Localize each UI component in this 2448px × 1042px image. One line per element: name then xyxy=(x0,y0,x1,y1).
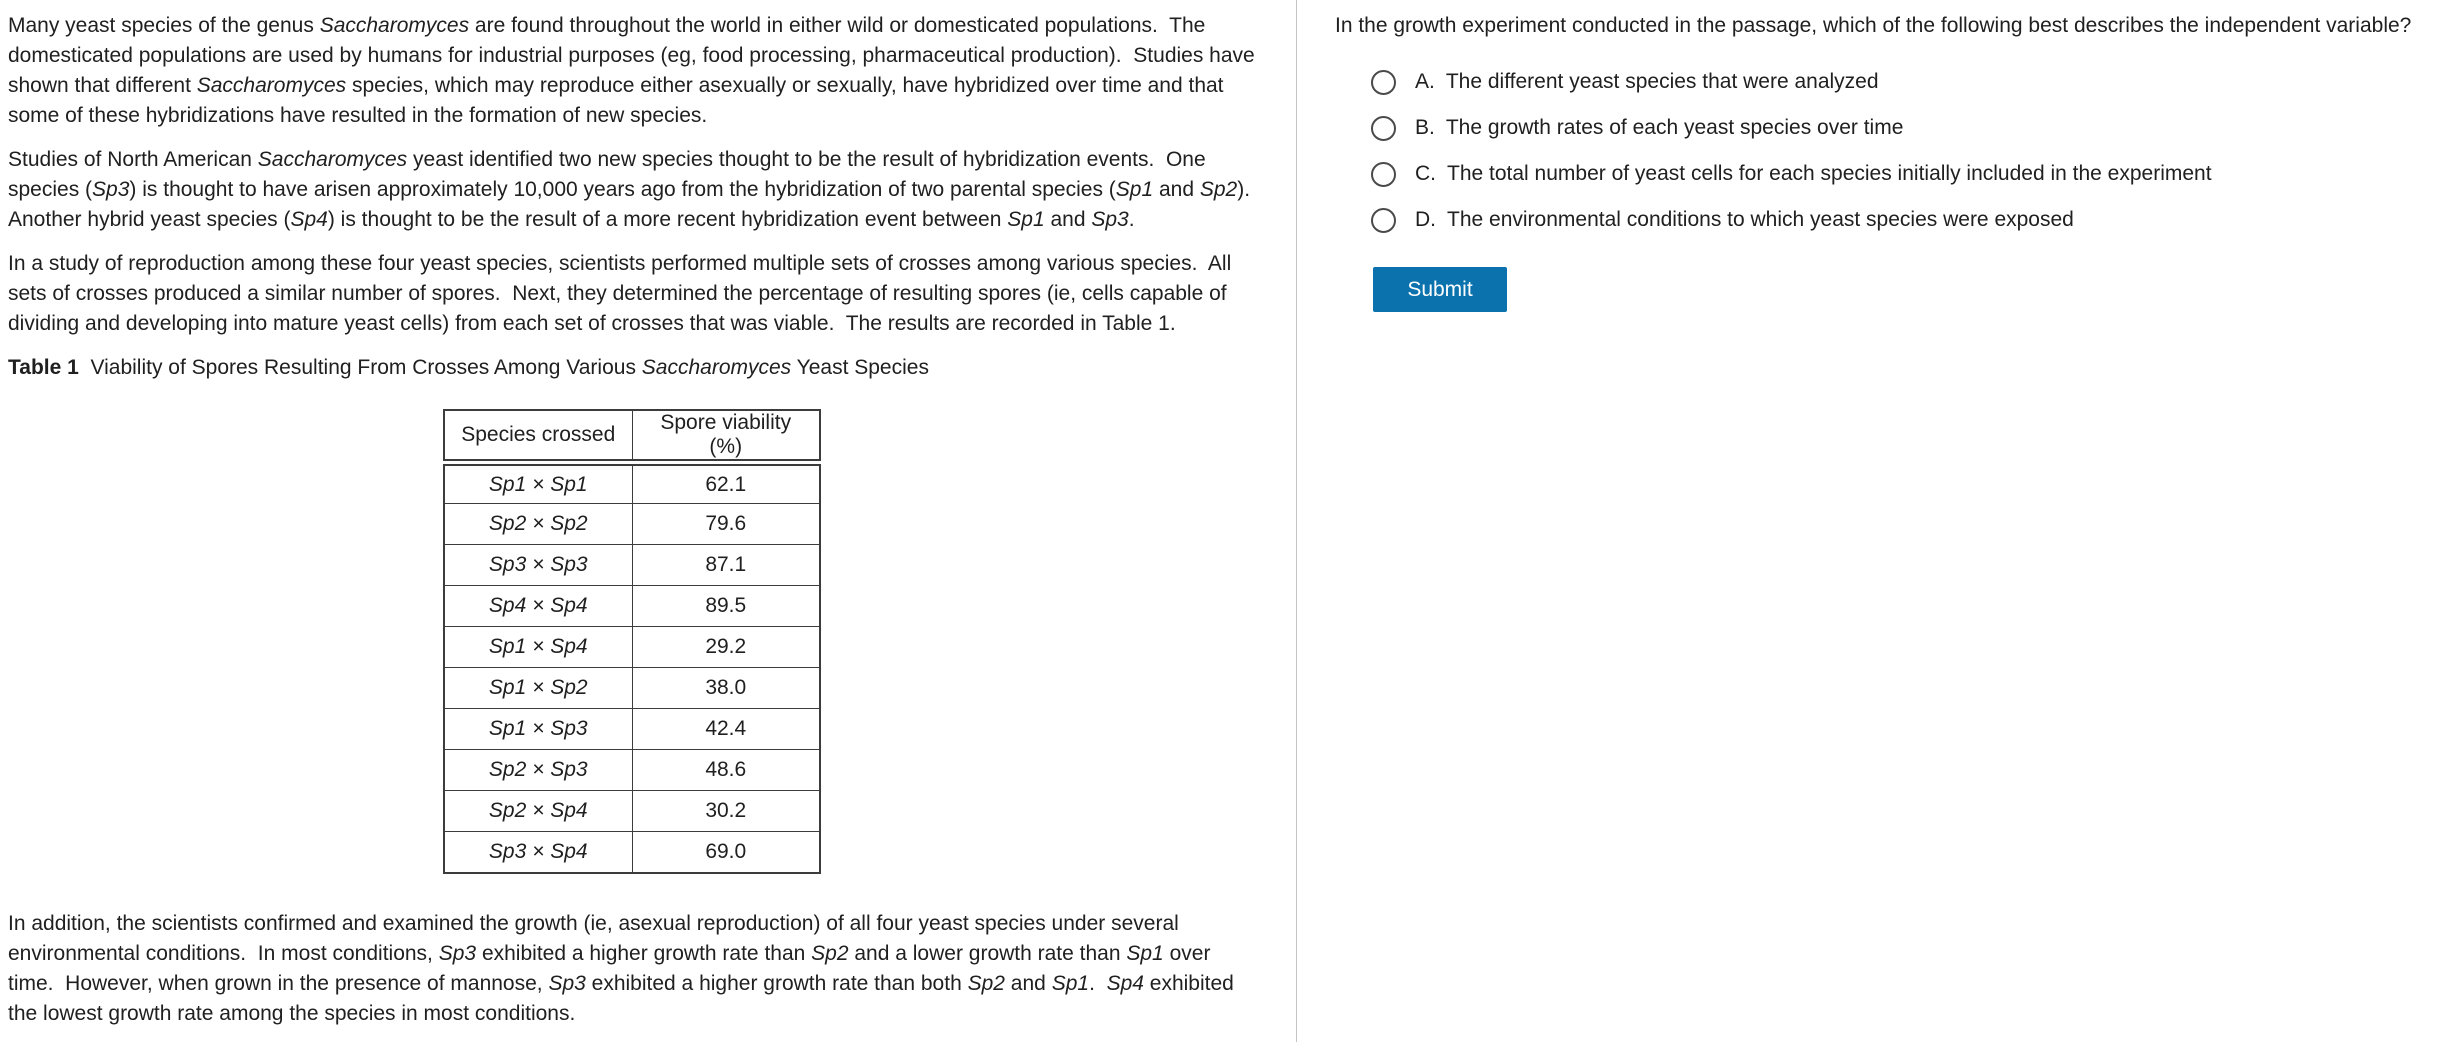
table-row xyxy=(444,463,820,504)
option-letter: A. xyxy=(1415,70,1435,93)
table-row xyxy=(444,668,820,709)
cross-cell: Sp2 × Sp4 xyxy=(444,791,632,832)
text-segment: Table 1 xyxy=(8,356,79,379)
passage-paragraph-3 xyxy=(8,249,1256,339)
text-segment: Sp1 xyxy=(1051,971,1090,995)
option-row-c[interactable] xyxy=(1371,161,2436,187)
viability-cell: 29.2 xyxy=(632,627,820,668)
text-segment: and xyxy=(1044,208,1092,231)
text-segment: species, which may reproduce either asexually or sexually, have hybridized over time and that some of these hybridizations have resulted in the formation of new species. xyxy=(8,74,1230,127)
text-segment: Sp3 xyxy=(438,941,477,965)
text-segment: Sp2 xyxy=(1199,178,1238,201)
viability-cell: 89.5 xyxy=(632,586,820,627)
viability-cell: 62.1 xyxy=(632,463,820,504)
text-segment: Saccharomyces xyxy=(257,148,408,171)
text-segment: are found throughout the world in either wild or domesticated populations. The domesticated populations are used by humans for industrial purposes (eg, food processing, pharmaceutical production). Studies have shown that different xyxy=(8,14,1261,97)
text-segment: Sp2 xyxy=(811,941,849,965)
text-segment: exhibited the lowest growth rate among the species in most conditions. xyxy=(8,971,1240,1025)
text-segment: ). Another hybrid yeast species ( xyxy=(8,178,1261,231)
text-segment: . xyxy=(1128,208,1135,231)
text-segment: ) is thought to have arisen approximately 10,000 years ago from the hybridization of two parental species ( xyxy=(129,178,1116,201)
header-spore-viability: Spore viability (%) xyxy=(632,410,820,463)
text-segment: Studies of North American xyxy=(8,148,258,171)
radio-button-icon[interactable] xyxy=(1371,162,1396,187)
text-segment: and xyxy=(1004,971,1052,995)
text-segment: Sp2 xyxy=(967,971,1005,995)
text-segment: Sp3 xyxy=(92,178,130,201)
text-segment: In a study of reproduction among these four yeast species, scientists performed multiple sets of crosses among various species. All sets of crosses produced a similar number of spores. Next, they determined the percentage of resulting spores (ie, cells capable of dividing and developing into mature yeast cells) from each set of crosses that was viable. The results are recorded in Table 1. xyxy=(8,252,1238,335)
table-row xyxy=(444,750,820,791)
text-segment: over time. However, when grown in the presence of mannose, xyxy=(8,941,1217,995)
answer-options xyxy=(1371,69,2436,233)
text-segment: Many yeast species of the genus xyxy=(8,14,320,37)
table-row xyxy=(444,627,820,668)
cross-cell: Sp3 × Sp3 xyxy=(444,545,632,586)
table-header-row xyxy=(444,410,820,463)
table-row xyxy=(444,586,820,627)
cross-cell: Sp2 × Sp3 xyxy=(444,750,632,791)
cross-cell: Sp1 × Sp4 xyxy=(444,627,632,668)
text-segment: yeast identified two new species thought to be the result of hybridization events. One species ( xyxy=(8,148,1212,201)
table-row xyxy=(444,791,820,832)
viability-cell: 38.0 xyxy=(632,668,820,709)
text-segment: and xyxy=(1153,178,1200,201)
text-segment: In addition, the scientists confirmed and examined the growth (ie, asexual reproduction) of all four yeast species under several environmental conditions. In most conditions, xyxy=(8,911,1185,965)
text-segment: Sp3 xyxy=(548,971,586,995)
cross-cell: Sp1 × Sp1 xyxy=(444,463,632,504)
table-row xyxy=(444,545,820,586)
viability-cell: 69.0 xyxy=(632,832,820,873)
viability-cell: 48.6 xyxy=(632,750,820,791)
table-row xyxy=(444,504,820,545)
text-segment: Yeast Species xyxy=(791,356,929,379)
text-segment: . xyxy=(1089,971,1107,995)
spore-viability-table xyxy=(443,409,821,874)
viability-cell: 79.6 xyxy=(632,504,820,545)
text-segment: exhibited a higher growth rate than xyxy=(476,941,812,965)
table-caption xyxy=(8,353,1256,383)
option-text: The environmental conditions to which yeast species were exposed xyxy=(1447,208,2074,231)
cross-cell: Sp4 × Sp4 xyxy=(444,586,632,627)
text-segment: Sp4 xyxy=(1106,971,1144,995)
text-segment: Sp4 xyxy=(290,208,328,231)
viability-cell: 42.4 xyxy=(632,709,820,750)
text-segment: Sp1 xyxy=(1007,208,1045,231)
viability-cell: 30.2 xyxy=(632,791,820,832)
option-row-d[interactable] xyxy=(1371,207,2436,233)
radio-button-icon[interactable] xyxy=(1371,208,1396,233)
text-segment: Saccharomyces xyxy=(319,14,470,37)
table-row xyxy=(444,709,820,750)
option-row-a[interactable] xyxy=(1371,69,2436,95)
viability-cell: 87.1 xyxy=(632,545,820,586)
text-segment: Sp1 xyxy=(1115,178,1154,201)
cross-cell: Sp1 × Sp3 xyxy=(444,709,632,750)
table-row xyxy=(444,832,820,873)
passage-closing-paragraph xyxy=(8,909,1256,1029)
text-segment: and a lower growth rate than xyxy=(848,941,1127,965)
cross-cell: Sp1 × Sp2 xyxy=(444,668,632,709)
cross-cell: Sp2 × Sp2 xyxy=(444,504,632,545)
option-letter: B. xyxy=(1415,116,1435,139)
text-segment: Saccharomyces xyxy=(641,356,792,379)
question-panel xyxy=(1297,0,2448,1042)
passage-paragraph-1 xyxy=(8,11,1261,131)
option-text: The growth rates of each yeast species over time xyxy=(1445,116,1904,139)
header-species-crossed: Species crossed xyxy=(444,410,632,463)
text-segment: Sp1 xyxy=(1126,941,1164,965)
radio-button-icon[interactable] xyxy=(1371,116,1396,141)
option-text: The different yeast species that were analyzed xyxy=(1445,70,1879,93)
passage-paragraph-2 xyxy=(8,145,1261,235)
radio-button-icon[interactable] xyxy=(1371,70,1396,95)
text-segment: Viability of Spores Resulting From Crosses Among Various xyxy=(78,356,642,379)
option-row-b[interactable] xyxy=(1371,115,2436,141)
option-text: The total number of yeast cells for each species initially included in the experiment xyxy=(1447,162,2212,185)
cross-cell: Sp3 × Sp4 xyxy=(444,832,632,873)
submit-button[interactable]: Submit xyxy=(1373,267,1507,312)
text-segment: Saccharomyces xyxy=(196,74,347,97)
question-prompt: In the growth experiment conducted in the passage, which of the following best describes the independent variable? xyxy=(1335,14,2412,37)
text-segment: ) is thought to be the result of a more recent hybridization event between xyxy=(327,208,1008,231)
option-letter: C. xyxy=(1415,162,1436,185)
option-letter: D. xyxy=(1415,208,1436,231)
text-segment: Sp3 xyxy=(1091,208,1129,231)
text-segment: exhibited a higher growth rate than both xyxy=(585,971,968,995)
